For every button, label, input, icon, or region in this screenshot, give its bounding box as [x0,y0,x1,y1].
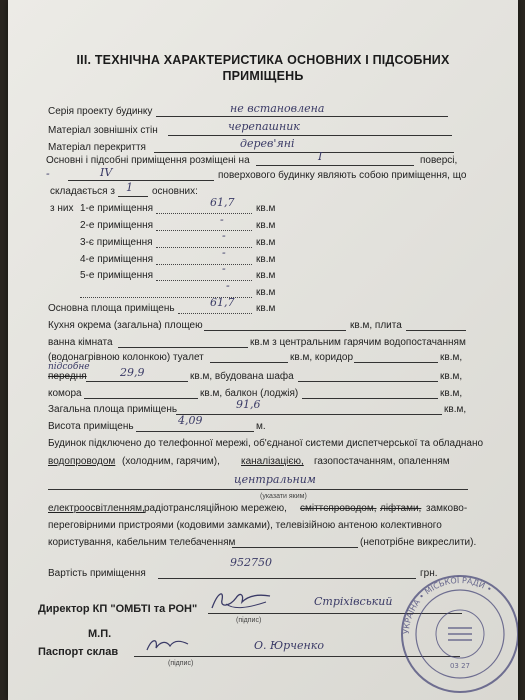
height-label: Висота приміщень [48,421,134,432]
cost-label: Вартість приміщення [48,568,146,579]
water-types: (холодним, гарячим), [122,456,220,467]
balcony-unit: кв.м, [440,388,463,399]
room-dots [156,247,252,248]
main-area-value: 61,7 [210,296,235,309]
hall-handwritten: підсобне [48,362,90,372]
cost-unit: грн. [420,568,438,579]
cost-value: 952750 [230,556,272,569]
radio-network: радіотрансляційною мережею, [144,503,287,514]
total-area-unit: кв.м, [444,404,467,415]
room-unit: кв.м [256,220,276,231]
room-label: 1-е приміщення [80,203,154,214]
sewer: каналізацією, [241,456,304,467]
heating-line [48,489,468,490]
director-name: Стріхівський [314,595,393,608]
heading-line-2: ПРИМІЩЕНЬ [222,69,304,83]
garbage-chute: сміттєпроводом, [300,503,377,514]
room-value: - [222,246,226,259]
balcony-line [302,398,438,399]
pantry-line [84,398,198,399]
kitchen-label: Кухня окрема (загальна) площею [48,320,203,331]
pantry-label: комора [48,388,82,399]
room-value: 61,7 [210,196,235,209]
passport-name: О. Юрченко [254,639,324,652]
heading-line-1: ІІІ. ТЕХНІЧНА ХАРАКТЕРИСТИКА ОСНОВНИХ І ПІДСОБНИХ [76,53,450,67]
storeys-text: поверхового будинку являють собою приміщення, що [218,170,467,181]
passport-compiled-label: Паспорт склав [38,646,119,658]
project-series-line [156,116,448,117]
wall-material-line [168,135,452,136]
corridor-label: кв.м, коридор [290,352,354,363]
storeys-value: IV [100,166,113,179]
room-unit: кв.м [256,254,276,265]
room-unit: кв.м [256,287,276,298]
from-them-label: з них [50,203,74,214]
toilet-line [210,362,288,363]
floor-material-label: Матеріал перекриття [48,142,146,153]
height-line [136,431,254,432]
room-dots [156,280,252,281]
room-label: 5-е приміщення [80,270,154,281]
stamp-outer-text: УКРАЇНА • МІСЬКОЇ РАДИ • [401,575,494,635]
corridor-line [354,362,438,363]
room-value: - [222,229,226,242]
total-area-value: 91,6 [236,398,261,411]
gas-heating: газопостачанням, опаленням [314,456,450,467]
room-label: 2-е приміщення [80,220,154,231]
wall-material-value: черепашник [228,120,300,133]
official-stamp [396,570,518,698]
svg-text:УКРАЇНА • МІСЬКОЇ РАДИ • [402,575,494,634]
consists-value: 1 [126,181,133,194]
elevators: ліфтами, [380,503,422,514]
wardrobe-label: кв.м, вбудована шафа [190,371,294,382]
room-label: 4-е приміщення [80,254,154,265]
toilet-label: (водонагрівною колонкою) туалет [48,352,204,363]
electric-lighting: електроосвітленням, [48,503,145,514]
dash-prefix: - [46,167,50,180]
passport-signature [144,632,194,658]
height-unit: м. [256,421,266,432]
room-label: 3-є приміщення [80,237,153,248]
specify-caption: (указати яким) [260,493,307,500]
floor-location-line [256,165,414,166]
room-value: - [220,213,224,226]
total-area-label: Загальна площа приміщень [48,404,178,415]
room-value: - [226,279,230,292]
director-signature [208,586,278,616]
cable-tv-line [232,547,358,548]
storeys-line [68,180,214,181]
total-area-line [176,414,442,415]
floor-material-line [154,152,454,153]
document-sheet [8,0,518,700]
cost-line [158,578,416,579]
room-dots [156,230,252,231]
floor-suffix: поверсі, [420,155,458,166]
main-area-unit: кв.м [256,303,276,314]
floor-location-label: Основні і підсобні приміщення розміщені на [46,155,250,166]
bath-unit: кв.м з центральним гарячим водопостачанням [250,337,466,348]
locks-start: замково- [426,503,468,514]
kitchen-line [204,330,346,331]
bath-line [118,347,248,348]
director-label: Директор КП "ОМБТІ та РОН" [38,603,198,615]
project-series-label: Серія проекту будинку [48,106,153,117]
section-heading [28,52,498,84]
main-area-label: Основна площа приміщень [48,303,175,314]
corridor-unit: кв.м, [440,352,463,363]
wardrobe-unit: кв.м, [440,371,463,382]
wardrobe-line [298,381,438,382]
hall-value: 29,9 [120,366,145,379]
room-dots [156,264,252,265]
stove-line [406,330,466,331]
hall-label: передня [48,371,87,382]
height-value: 4,09 [178,414,203,427]
water-supply: водопроводом [48,456,116,467]
consists-line [118,196,148,197]
connections-line-1: Будинок підключено до телефонної мережі, об'єднаної системи диспетчерської та обладнано [48,438,484,449]
consists-label: складається з [50,186,115,197]
floor-value: I [318,150,323,163]
balcony-label: кв.м, балкон (лоджія) [200,388,299,399]
room-dots [156,213,252,214]
cross-out-note: (непотрібне викреслити). [360,537,477,548]
director-sig-caption: (підпис) [236,617,262,624]
bath-label: ванна кімната [48,337,113,348]
heating-value: центральним [234,473,316,486]
wall-material-label: Матеріал зовнішніх стін [48,125,158,136]
kitchen-unit: кв.м, плита [350,320,402,331]
stamp-number: 03 27 [449,662,471,670]
room-unit: кв.м [256,237,276,248]
project-series-value: не встановлена [230,102,325,115]
room-unit: кв.м [256,270,276,281]
room-value: - [222,262,226,275]
room-unit: кв.м [256,203,276,214]
intercom-line: переговірними пристроями (кодовими замками), телевізійною антеною колективного [48,520,442,531]
floor-material-value: дерев'яні [240,137,295,150]
cable-tv-label: користування, кабельним телебаченням [48,537,236,548]
main-area-dots [178,313,252,314]
hall-line [86,381,188,382]
consists-suffix: основних: [152,186,198,197]
passport-sig-caption: (підпис) [168,660,194,667]
seal-place-label: М.П. [88,628,112,640]
